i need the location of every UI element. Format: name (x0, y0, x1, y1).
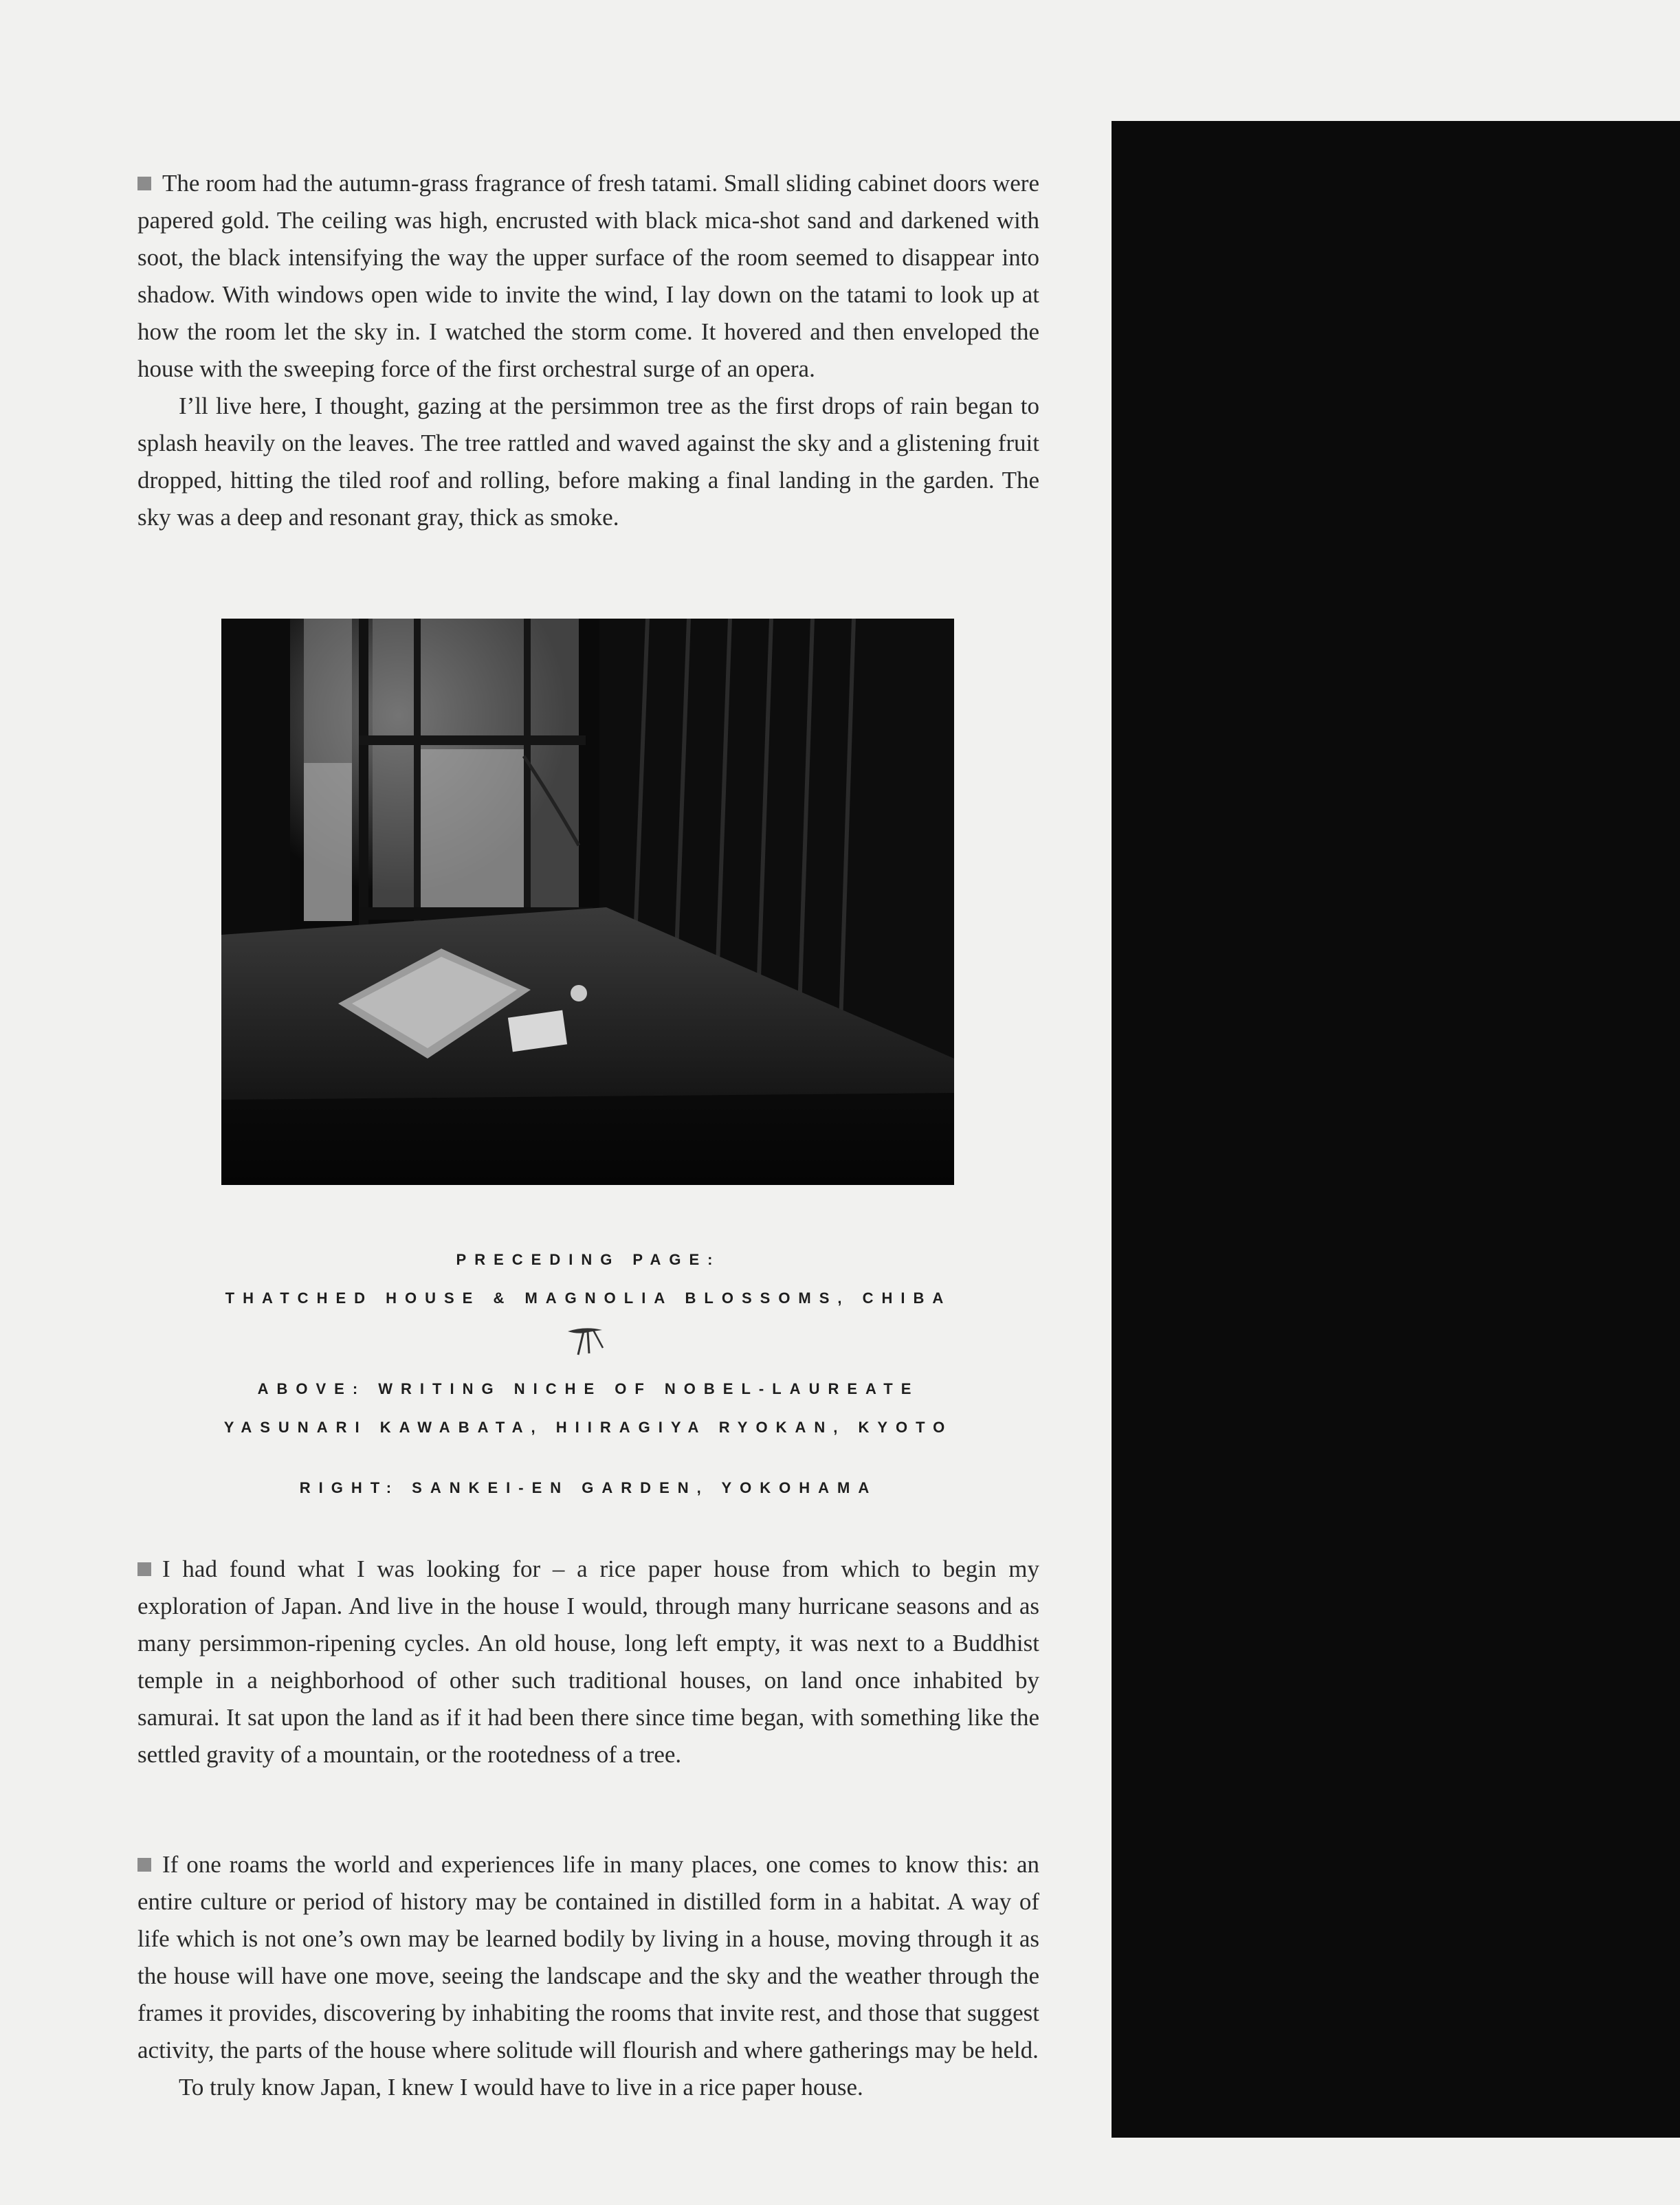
square-bullet-icon (137, 1858, 151, 1872)
square-bullet-icon (137, 1562, 151, 1576)
paragraph-persimmon-tree: I’ll live here, I thought, gazing at the persimmon tree as the first drops of rain began to splash heavily on the leaves. The tree rattled and waved against the sky and a glistening fruit dropped, hitting the tiled roof and rolling, before making a final landing in the garden. The sky was a deep and resonant gray, thick as smoke. (137, 392, 1039, 531)
caption-above-line2: YASUNARI KAWABATA, HIIRAGIYA RYOKAN, KYOTO (223, 1419, 953, 1436)
middle-text-block (137, 1551, 1039, 1773)
caption-preceding-text: THATCHED HOUSE & MAGNOLIA BLOSSOMS, CHIBA (225, 1289, 952, 1307)
photo-captions (137, 1241, 1039, 1507)
square-bullet-icon (137, 177, 151, 190)
paragraph-conclusion: To truly know Japan, I knew I would have to live in a rice paper house. (179, 2074, 863, 2101)
paragraph-rice-paper-house: I had found what I was looking for – a rice paper house from which to begin my exploration of Japan. And live in the house I would, through many hurricane seasons and as many persimmon-ripening cycles. An old house, long left empty, it was next to a Buddhist temple in a neighborhood of other such traditional houses, on land once inhabited by samurai. It sat upon the land as if it had been there since time began, with something like the settled gravity of a mountain, or the rootedness of a tree. (137, 1555, 1039, 1768)
opening-text-block (137, 165, 1039, 536)
caption-right: RIGHT: SANKEI-EN GARDEN, YOKOHAMA (299, 1479, 878, 1496)
paragraph-habitat: If one roams the world and experiences life in many places, one comes to know this: an entire culture or period of history may be contained in distilled form in a habitat. A way of life which is not one’s own may be learned bodily by living in a house, moving through it as the house will have one move, seeing the landscape and the sky and the weather through the frames it provides, discovering by inhabiting the rooms that invite rest, and those that suggest activity, the parts of the house where solitude will flourish and where gatherings may be held. (137, 1851, 1039, 2063)
writing-niche-photo (221, 619, 954, 1185)
caption-above-line1: ABOVE: WRITING NICHE OF NOBEL-LAUREATE (257, 1380, 920, 1397)
writing-niche-photo-illustration (221, 619, 954, 1185)
closing-text-block (137, 1846, 1039, 2106)
bamboo-leaf-ornament-icon (564, 1323, 612, 1358)
caption-preceding-label: PRECEDING PAGE: (456, 1251, 721, 1268)
paragraph-tatami-room: The room had the autumn-grass fragrance of fresh tatami. Small sliding cabinet doors were papered gold. The ceiling was high, encrusted with black mica-shot sand and darkened with soot, the black intensifying the way the upper surface of the room seemed to disappear into shadow. With windows open wide to invite the wind, I lay down on the tatami to look up at how the room let the sky in. I watched the storm come. It hovered and then enveloped the house with the sweeping force of the first orchestral surge of an opera. (137, 170, 1039, 382)
facing-page-dark-photo (1112, 121, 1680, 2138)
